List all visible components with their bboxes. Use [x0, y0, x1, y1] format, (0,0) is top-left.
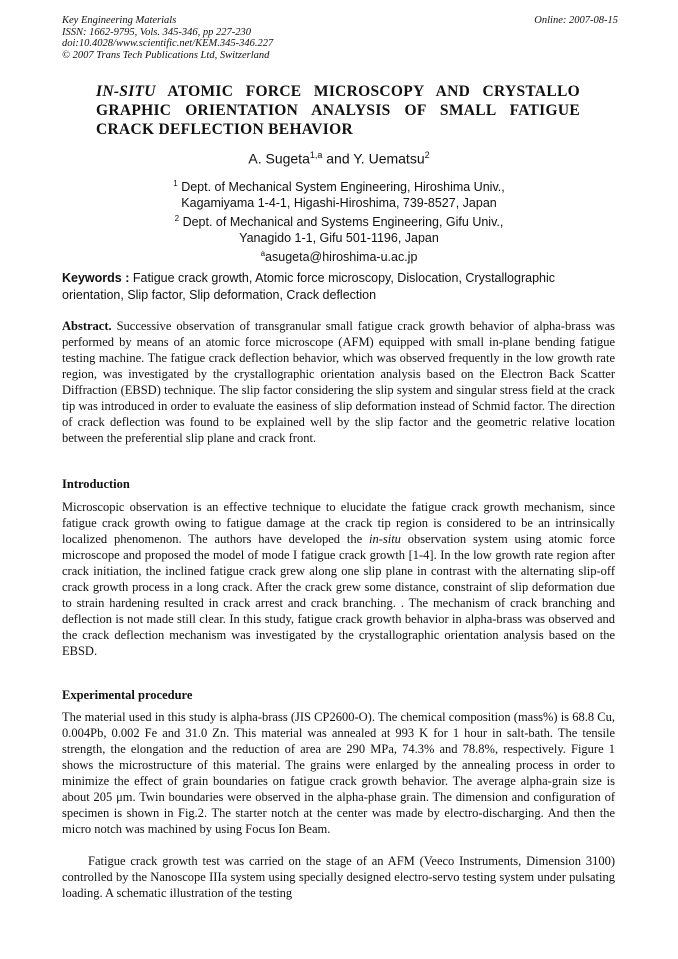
abstract-label: Abstract. — [62, 319, 112, 333]
affiliation-2-line-2: Yanagido 1-1, Gifu 501-1196, Japan — [239, 231, 439, 246]
author-2-sup: 2 — [424, 150, 430, 160]
affiliation-1-sup: 1 — [173, 179, 178, 188]
author-1-sup: 1,a — [309, 150, 323, 160]
author-2: Y. Uematsu — [353, 150, 425, 167]
email-sup: a — [260, 249, 266, 259]
author-1: A. Sugeta — [248, 150, 310, 167]
issn-line: ISSN: 1662-9795, Vols. 345-346, pp 227-230 — [62, 26, 251, 38]
experimental-paragraph-1: The material used in this study is alpha-brass (JIS CP2600-O). The chemical composition (mass%) is 68.8 Cu, 0.004Pb, 0.002 Fe and 31.0 Zn. This material was annealed at 993 K for 1 hour in salt-bath. The tensile strength, the elongation and the reduction of area are 290 MPa, 74.3% and 78.8%, respectively. Figure 1 shows the microstructure of this material. The grains were enlarged by the annealing process in order to minimize the effect of grain boundaries on fatigue crack growth behavior. The average alpha-grain size is about 205 μm. Twin boundaries were observed in the alpha-phase grain. The dimension and configuration of specimen is shown in Fig.2. The starter notch at the center was made by electro-discharging. And then the micro notch was machined by using Focus Ion Beam. — [62, 710, 615, 836]
affiliation-2-line-1 — [0, 211, 678, 230]
introduction-paragraph — [62, 499, 615, 659]
experimental-heading: Experimental procedure — [62, 688, 193, 702]
introduction-text-a: Microscopic observation is an effective technique to elucidate the fatigue crack growth mechanism, since fatigue crack growth owing to fatigue damage at the crack tip region is considered to be an intrinsically localized phenomenon. The authors have developed the — [62, 500, 615, 546]
affiliation-1-text: Dept. of Mechanical System Engineering, Hiroshima Univ., — [177, 180, 505, 195]
introduction-text-b: observation system using atomic force microscope and proposed the model of mode I fatigue crack growth [1-4]. In the low growth rate region after crack initiation, the inclined fatigue crack grew along one slip plane in contrast with the alternating slip-off crack growth process in a long crack. After the crack grew some distance, constraint of slip deformation due to strain hardening resulted in crack arrest and crack branching. . The mechanism of crack branching and deflection is not made still clear. In this study, fatigue crack growth behavior in alpha-brass was observed and the crack deflection mechanism was investigated by the crystallographic orientation analysis based on the EBSD. — [62, 532, 615, 658]
title-rest: ATOMIC FORCE MICROSCOPY AND CRYSTALLO GRAPHIC ORIENTATION ANALYSIS OF SMALL FATIGUE CRACK DEFLECTION BEHAVIOR — [96, 83, 580, 138]
keywords — [62, 270, 618, 304]
copyright-line: © 2007 Trans Tech Publications Ltd, Switzerland — [62, 49, 270, 61]
affiliation-2-sup: 2 — [174, 214, 180, 224]
experimental-paragraph-2: Fatigue crack growth test was carried on the stage of an AFM (Veeco Instruments, Dimension 3100) controlled by the Nanoscope IIIa system using specially designed electro-servo testing system under pulsating loading. A schematic illustration of the testing — [62, 854, 615, 900]
affiliations — [0, 176, 678, 265]
title-lead: IN-SITU — [96, 83, 156, 100]
journal-name: Key Engineering Materials — [62, 15, 177, 26]
affiliation-1-line-2: Kagamiyama 1-4-1, Higashi-Hiroshima, 739-8527, Japan — [181, 196, 497, 211]
abstract-text: Successive observation of transgranular small fatigue crack growth behavior of alpha-brass was performed by means of an atomic force microscope (AFM) equipped with small in-plane bending fatigue testing machine. The fatigue crack deflection behavior, which was observed frequently in the low growth rate region, was investigated by the crystallographic orientation analysis based on the Electron Back Scatter Diffraction (EBSD) technique. The slip factor considering the slip system and singular stress field at the crack tip was introduced in order to evaluate the easiness of slip deformation instead of Schmid factor. The direction of crack deflection was found to be explained well by the slip factor and the geometric relative location between the preferential slip plane and crack front. — [62, 319, 615, 445]
doi-line[interactable]: doi:10.4028/www.scientific.net/KEM.345-346.227 — [62, 38, 274, 49]
affiliation-1-line-1 — [0, 176, 678, 195]
introduction-heading: Introduction — [62, 477, 130, 491]
author-line — [0, 150, 678, 167]
email-line[interactable] — [0, 246, 678, 265]
keywords-text: Fatigue crack growth, Atomic force microscopy, Dislocation, Crystallographic orientation, Slip factor, Slip deformation, Crack deflection — [62, 271, 556, 302]
introduction-italic: in-situ — [368, 532, 401, 546]
keywords-label: Keywords : — [62, 271, 130, 285]
online-date: Online: 2007-08-15 — [534, 15, 618, 26]
affiliation-2-text: Dept. of Mechanical and Systems Engineering, Gifu Univ., — [179, 215, 504, 230]
abstract — [62, 318, 615, 446]
paper-title — [96, 82, 580, 139]
author-conj: and — [322, 150, 354, 167]
journal-header — [62, 15, 618, 61]
email-address[interactable]: asugeta@hiroshima-u.ac.jp — [265, 250, 418, 265]
